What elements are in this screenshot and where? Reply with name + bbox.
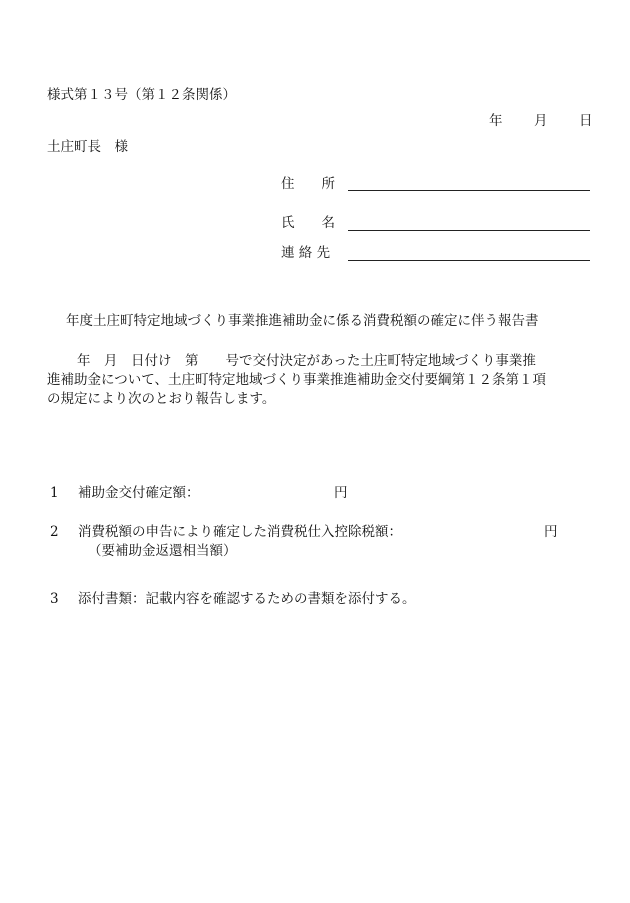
name-field[interactable] [348, 230, 590, 231]
contact-label: 連 絡 先 [281, 245, 331, 261]
body-line-3: の規定により次のとおり報告します。 [47, 391, 276, 407]
item-3-label: 添付書類：記載内容を確認するための書類を添付する。 [78, 591, 416, 607]
recipient: 土庄町長 様 [47, 139, 128, 155]
item-3-number: 3 [50, 591, 59, 607]
form-number: 様式第１３号（第１２条関係） [47, 87, 236, 103]
body-line-2: 進補助金について、土庄町特定地域づくり事業推進補助金交付要綱第１２条第１項 [47, 372, 546, 388]
item-2-unit: 円 [544, 524, 558, 540]
item-1-label: 補助金交付確定額： [78, 485, 200, 501]
item-2-label: 消費税額の申告により確定した消費税仕入控除税額： [78, 524, 402, 540]
address-field[interactable] [348, 190, 590, 191]
item-2-note: （要補助金返還相当額） [88, 543, 237, 559]
date-month-label: 月 [534, 113, 548, 129]
item-2-number: 2 [50, 524, 59, 540]
document-title: 年度土庄町特定地域づくり事業推進補助金に係る消費税額の確定に伴う報告書 [66, 313, 539, 329]
address-label: 住 所 [281, 176, 335, 192]
name-label: 氏 名 [281, 215, 335, 231]
item-1-number: 1 [50, 485, 59, 501]
item-1-unit: 円 [334, 485, 348, 501]
body-line-1: 年 月 日付け 第 号で交付決定があった土庄町特定地域づくり事業推 [77, 353, 536, 369]
date-day-label: 日 [579, 113, 593, 129]
date-year-label: 年 [489, 113, 503, 129]
body-paragraph [47, 352, 593, 409]
contact-field[interactable] [348, 260, 590, 261]
